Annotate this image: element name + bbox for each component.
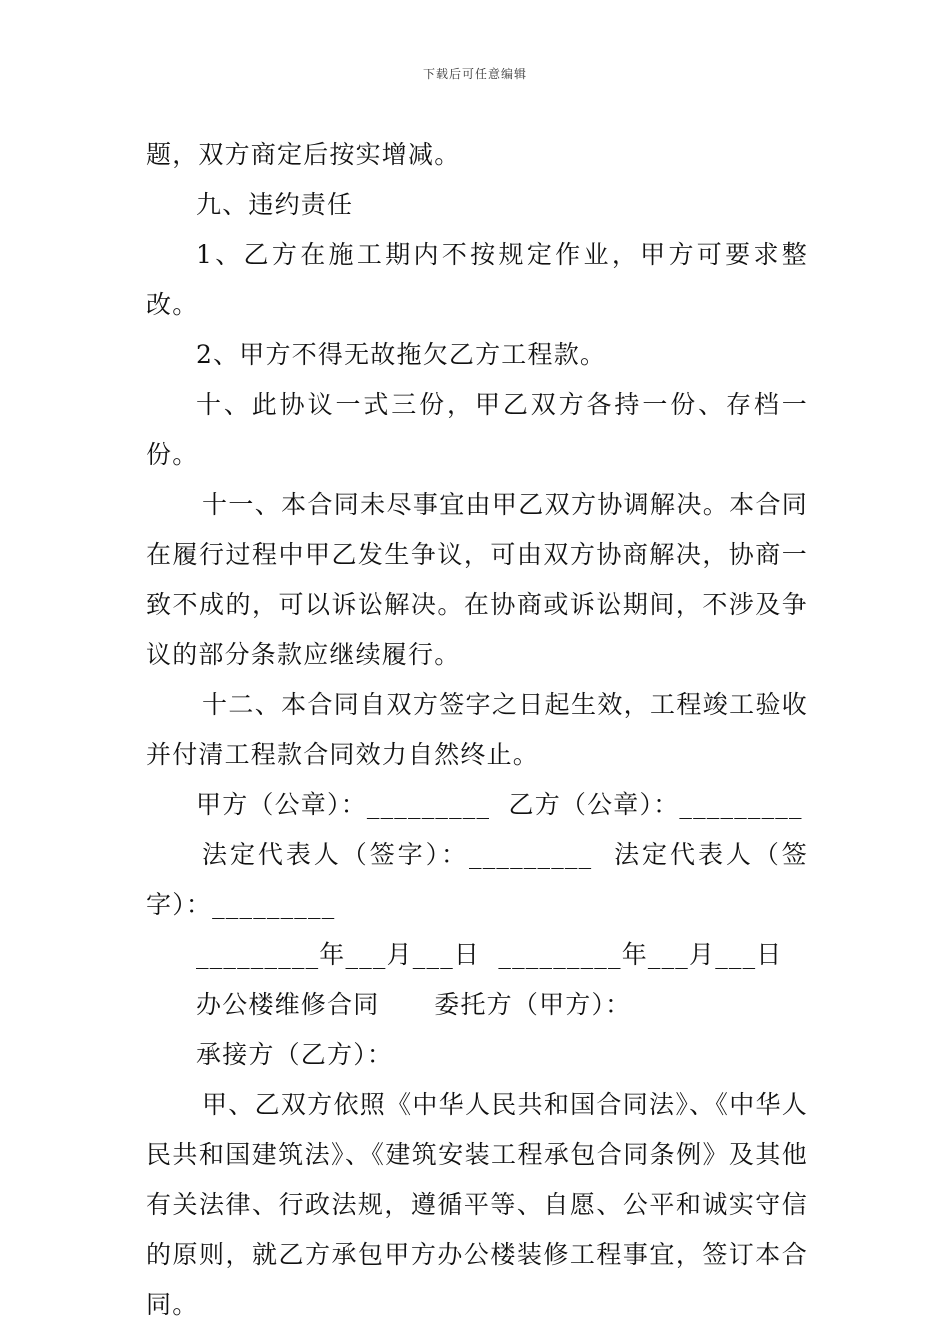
clause-item-1: 1、乙方在施工期内不按规定作业，甲方可要求整改。 bbox=[146, 240, 808, 319]
section-copies: 十、此协议一式三份，甲乙双方各持一份、存档一份。 bbox=[146, 390, 808, 469]
clause-item-2: 2、甲方不得无故拖欠乙方工程款。 bbox=[196, 340, 607, 369]
paragraph-continuation: 题，双方商定后按实增减。 bbox=[146, 140, 461, 169]
section-disputes: 十一、本合同未尽事宜由甲乙双方协调解决。本合同在履行过程中甲乙发生争议，可由双方协商解决，协商一致不成的，可以诉讼解决。在协商或诉讼期间，不涉及争议的部分条款应继续履行。 bbox=[146, 490, 808, 669]
contractor-label: 承接方（乙方）： bbox=[196, 1040, 394, 1069]
contract-title-client: 办公楼维修合同 委托方（甲方）： bbox=[196, 990, 632, 1019]
section-effective: 十二、本合同自双方签字之日起生效，工程竣工验收并付清工程款合同效力自然终止。 bbox=[146, 690, 808, 769]
signature-seals: 甲方（公章）：_________ 乙方（公章）：_________ bbox=[196, 790, 803, 819]
document-body bbox=[146, 130, 808, 1330]
page-header: 下载后可任意编辑 bbox=[422, 67, 527, 81]
signature-dates: _________年___月___日 _________年___月___日 bbox=[196, 940, 783, 969]
signature-representatives: 法定代表人（签字）：_________ 法定代表人（签字）：_________ bbox=[146, 840, 808, 919]
section-heading-breach: 九、违约责任 bbox=[196, 190, 354, 219]
contract-preamble: 甲、乙双方依照《中华人民共和国合同法》、《中华人民共和国建筑法》、《建筑安装工程承包合同条例》及其他有关法律、行政法规，遵循平等、自愿、公平和诚实守信的原则，就乙方承包甲方办公楼装修工程事宜，签订本合同。 bbox=[146, 1090, 808, 1319]
